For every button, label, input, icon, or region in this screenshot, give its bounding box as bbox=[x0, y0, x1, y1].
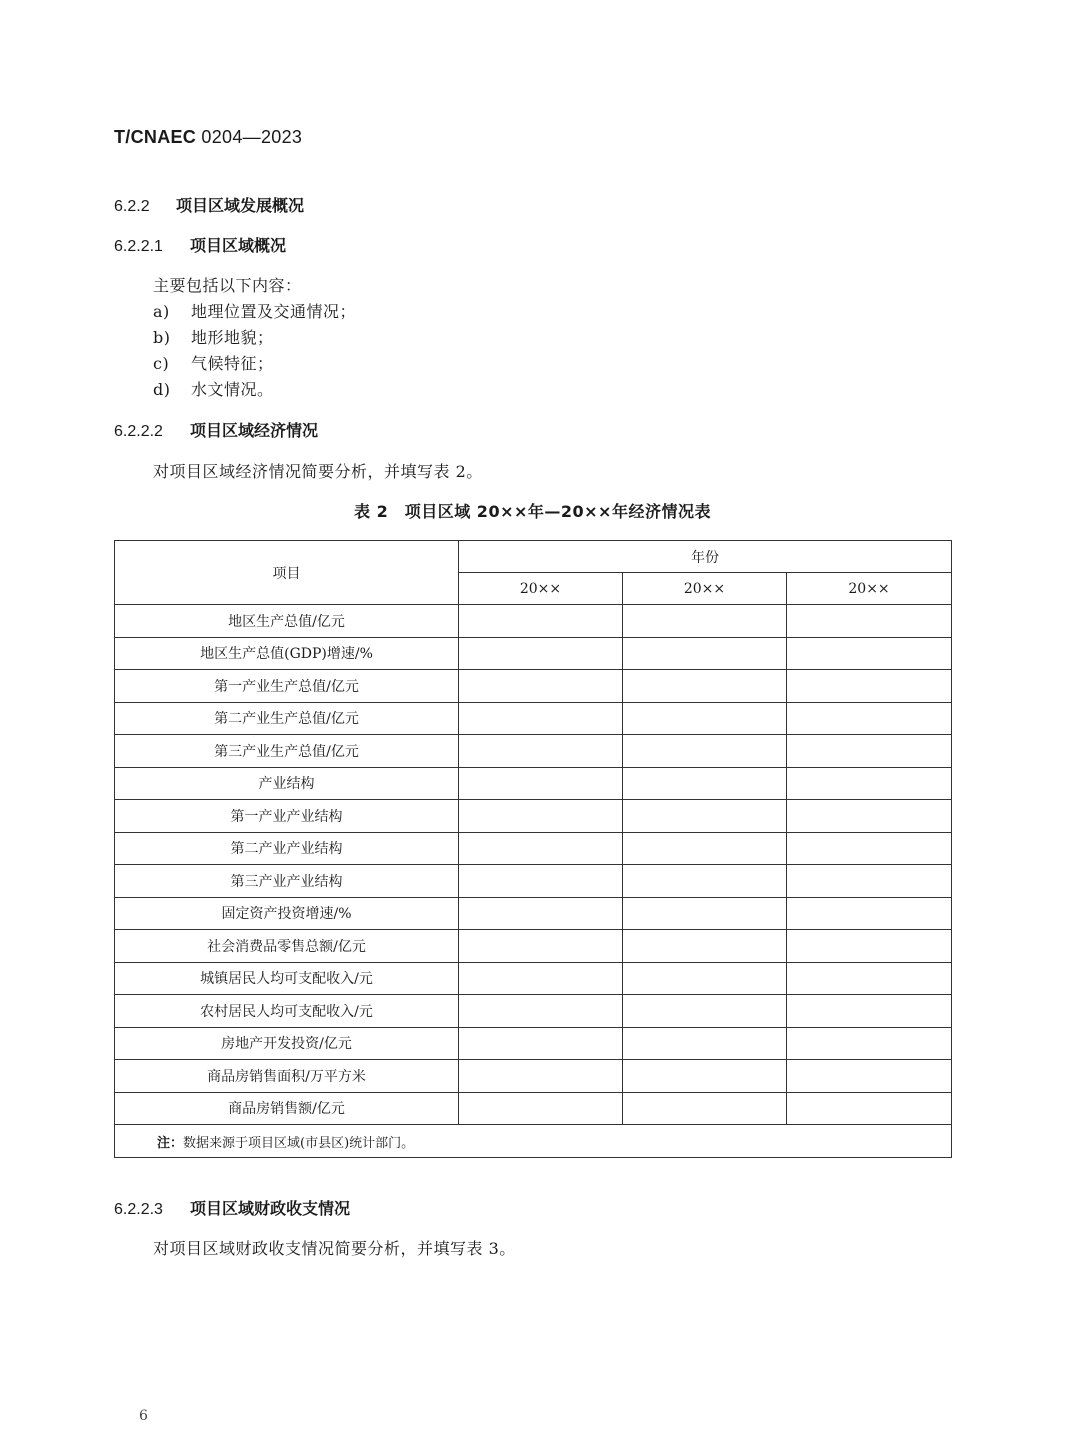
empty-value-cell bbox=[459, 995, 623, 1028]
list-text: 地形地貌； bbox=[191, 328, 274, 347]
list-marker: d) bbox=[153, 380, 171, 399]
section-heading-6-2-2-3 bbox=[114, 1196, 350, 1219]
document-code bbox=[114, 127, 302, 148]
empty-value-cell bbox=[787, 865, 952, 898]
row-label: 第一产业生产总值/亿元 bbox=[115, 670, 459, 703]
empty-value-cell bbox=[623, 670, 787, 703]
empty-value-cell bbox=[459, 1092, 623, 1125]
item-column-header: 项目 bbox=[115, 541, 459, 605]
row-label: 第三产业产业结构 bbox=[115, 865, 459, 898]
empty-value-cell bbox=[787, 735, 952, 768]
row-label: 地区生产总值(GDP)增速/% bbox=[115, 637, 459, 670]
list-text: 水文情况。 bbox=[191, 380, 274, 399]
table-row bbox=[115, 1027, 952, 1060]
empty-value-cell bbox=[623, 767, 787, 800]
empty-value-cell bbox=[623, 832, 787, 865]
list-item bbox=[153, 325, 274, 348]
empty-value-cell bbox=[459, 767, 623, 800]
empty-value-cell bbox=[623, 637, 787, 670]
empty-value-cell bbox=[623, 702, 787, 735]
row-label: 地区生产总值/亿元 bbox=[115, 605, 459, 638]
row-label: 农村居民人均可支配收入/元 bbox=[115, 995, 459, 1028]
section-heading-6-2-2 bbox=[114, 193, 304, 216]
row-label: 第一产业产业结构 bbox=[115, 800, 459, 833]
year-column-header: 20×× bbox=[459, 573, 623, 605]
empty-value-cell bbox=[787, 962, 952, 995]
empty-value-cell bbox=[623, 800, 787, 833]
empty-value-cell bbox=[787, 702, 952, 735]
table-row bbox=[115, 735, 952, 768]
section-title: 项目区域概况 bbox=[190, 236, 287, 255]
row-label: 商品房销售额/亿元 bbox=[115, 1092, 459, 1125]
table-row bbox=[115, 767, 952, 800]
table-caption: 表 2 项目区域 20××年—20××年经济情况表 bbox=[354, 502, 711, 521]
economy-paragraph: 对项目区域经济情况简要分析，并填写表 2。 bbox=[153, 462, 483, 481]
section-heading-6-2-2-1 bbox=[114, 233, 286, 256]
row-label: 第二产业生产总值/亿元 bbox=[115, 702, 459, 735]
economy-table bbox=[114, 540, 952, 1158]
list-marker: b) bbox=[153, 328, 171, 347]
year-column-header: 20×× bbox=[787, 573, 952, 605]
table-row bbox=[115, 962, 952, 995]
row-label: 产业结构 bbox=[115, 767, 459, 800]
empty-value-cell bbox=[459, 930, 623, 963]
empty-value-cell bbox=[623, 962, 787, 995]
section-number: 6.2.2.1 bbox=[114, 238, 163, 255]
note-text: 数据来源于项目区域(市县区)统计部门。 bbox=[183, 1135, 415, 1151]
section-heading-6-2-2-2 bbox=[114, 418, 318, 441]
table-row bbox=[115, 1092, 952, 1125]
row-label: 第三产业生产总值/亿元 bbox=[115, 735, 459, 768]
empty-value-cell bbox=[623, 897, 787, 930]
section-number: 6.2.2.3 bbox=[114, 1201, 163, 1218]
table-row bbox=[115, 1060, 952, 1093]
empty-value-cell bbox=[787, 670, 952, 703]
table-row bbox=[115, 897, 952, 930]
doc-code-prefix: T/CNAEC bbox=[114, 127, 197, 147]
empty-value-cell bbox=[787, 930, 952, 963]
empty-value-cell bbox=[459, 637, 623, 670]
empty-value-cell bbox=[459, 702, 623, 735]
table-note-row bbox=[115, 1125, 952, 1158]
list-marker: a) bbox=[153, 302, 170, 321]
empty-value-cell bbox=[459, 1060, 623, 1093]
empty-value-cell bbox=[459, 670, 623, 703]
section-title: 项目区域经济情况 bbox=[190, 421, 319, 440]
list-item bbox=[153, 299, 356, 322]
year-column-header: 20×× bbox=[623, 573, 787, 605]
year-group-header: 年份 bbox=[459, 541, 952, 573]
page-number: 6 bbox=[139, 1408, 148, 1424]
empty-value-cell bbox=[623, 735, 787, 768]
table-row bbox=[115, 702, 952, 735]
table-note bbox=[115, 1125, 952, 1158]
note-label: 注： bbox=[157, 1135, 184, 1151]
table-row bbox=[115, 800, 952, 833]
table-row bbox=[115, 605, 952, 638]
empty-value-cell bbox=[623, 1027, 787, 1060]
list-item bbox=[153, 377, 274, 400]
intro-paragraph: 主要包括以下内容： bbox=[153, 276, 302, 295]
row-label: 商品房销售面积/万平方米 bbox=[115, 1060, 459, 1093]
table-row bbox=[115, 930, 952, 963]
section-title: 项目区域财政收支情况 bbox=[190, 1199, 351, 1218]
empty-value-cell bbox=[623, 865, 787, 898]
empty-value-cell bbox=[787, 1027, 952, 1060]
row-label: 房地产开发投资/亿元 bbox=[115, 1027, 459, 1060]
row-label: 社会消费品零售总额/亿元 bbox=[115, 930, 459, 963]
empty-value-cell bbox=[787, 832, 952, 865]
empty-value-cell bbox=[459, 832, 623, 865]
empty-value-cell bbox=[787, 897, 952, 930]
row-label: 固定资产投资增速/% bbox=[115, 897, 459, 930]
empty-value-cell bbox=[623, 1092, 787, 1125]
empty-value-cell bbox=[459, 897, 623, 930]
empty-value-cell bbox=[787, 637, 952, 670]
doc-code-number: 0204—2023 bbox=[201, 127, 303, 147]
list-marker: c) bbox=[153, 354, 170, 373]
empty-value-cell bbox=[459, 1027, 623, 1060]
empty-value-cell bbox=[459, 605, 623, 638]
section-number: 6.2.2.2 bbox=[114, 423, 163, 440]
section-number: 6.2.2 bbox=[114, 198, 150, 215]
empty-value-cell bbox=[787, 995, 952, 1028]
empty-value-cell bbox=[787, 1092, 952, 1125]
list-item bbox=[153, 351, 274, 374]
row-label: 城镇居民人均可支配收入/元 bbox=[115, 962, 459, 995]
empty-value-cell bbox=[787, 1060, 952, 1093]
fiscal-paragraph: 对项目区域财政收支情况简要分析，并填写表 3。 bbox=[153, 1239, 516, 1258]
empty-value-cell bbox=[787, 605, 952, 638]
table-row bbox=[115, 670, 952, 703]
table-row bbox=[115, 865, 952, 898]
table-row bbox=[115, 637, 952, 670]
empty-value-cell bbox=[623, 995, 787, 1028]
empty-value-cell bbox=[459, 962, 623, 995]
empty-value-cell bbox=[459, 865, 623, 898]
empty-value-cell bbox=[459, 735, 623, 768]
row-label: 第二产业产业结构 bbox=[115, 832, 459, 865]
empty-value-cell bbox=[787, 800, 952, 833]
list-text: 地理位置及交通情况； bbox=[191, 302, 357, 321]
empty-value-cell bbox=[623, 605, 787, 638]
empty-value-cell bbox=[459, 800, 623, 833]
section-title: 项目区域发展概况 bbox=[176, 196, 305, 215]
list-text: 气候特征； bbox=[191, 354, 274, 373]
empty-value-cell bbox=[787, 767, 952, 800]
table-row bbox=[115, 832, 952, 865]
table-row bbox=[115, 995, 952, 1028]
table-body bbox=[115, 605, 952, 1125]
empty-value-cell bbox=[623, 1060, 787, 1093]
empty-value-cell bbox=[623, 930, 787, 963]
